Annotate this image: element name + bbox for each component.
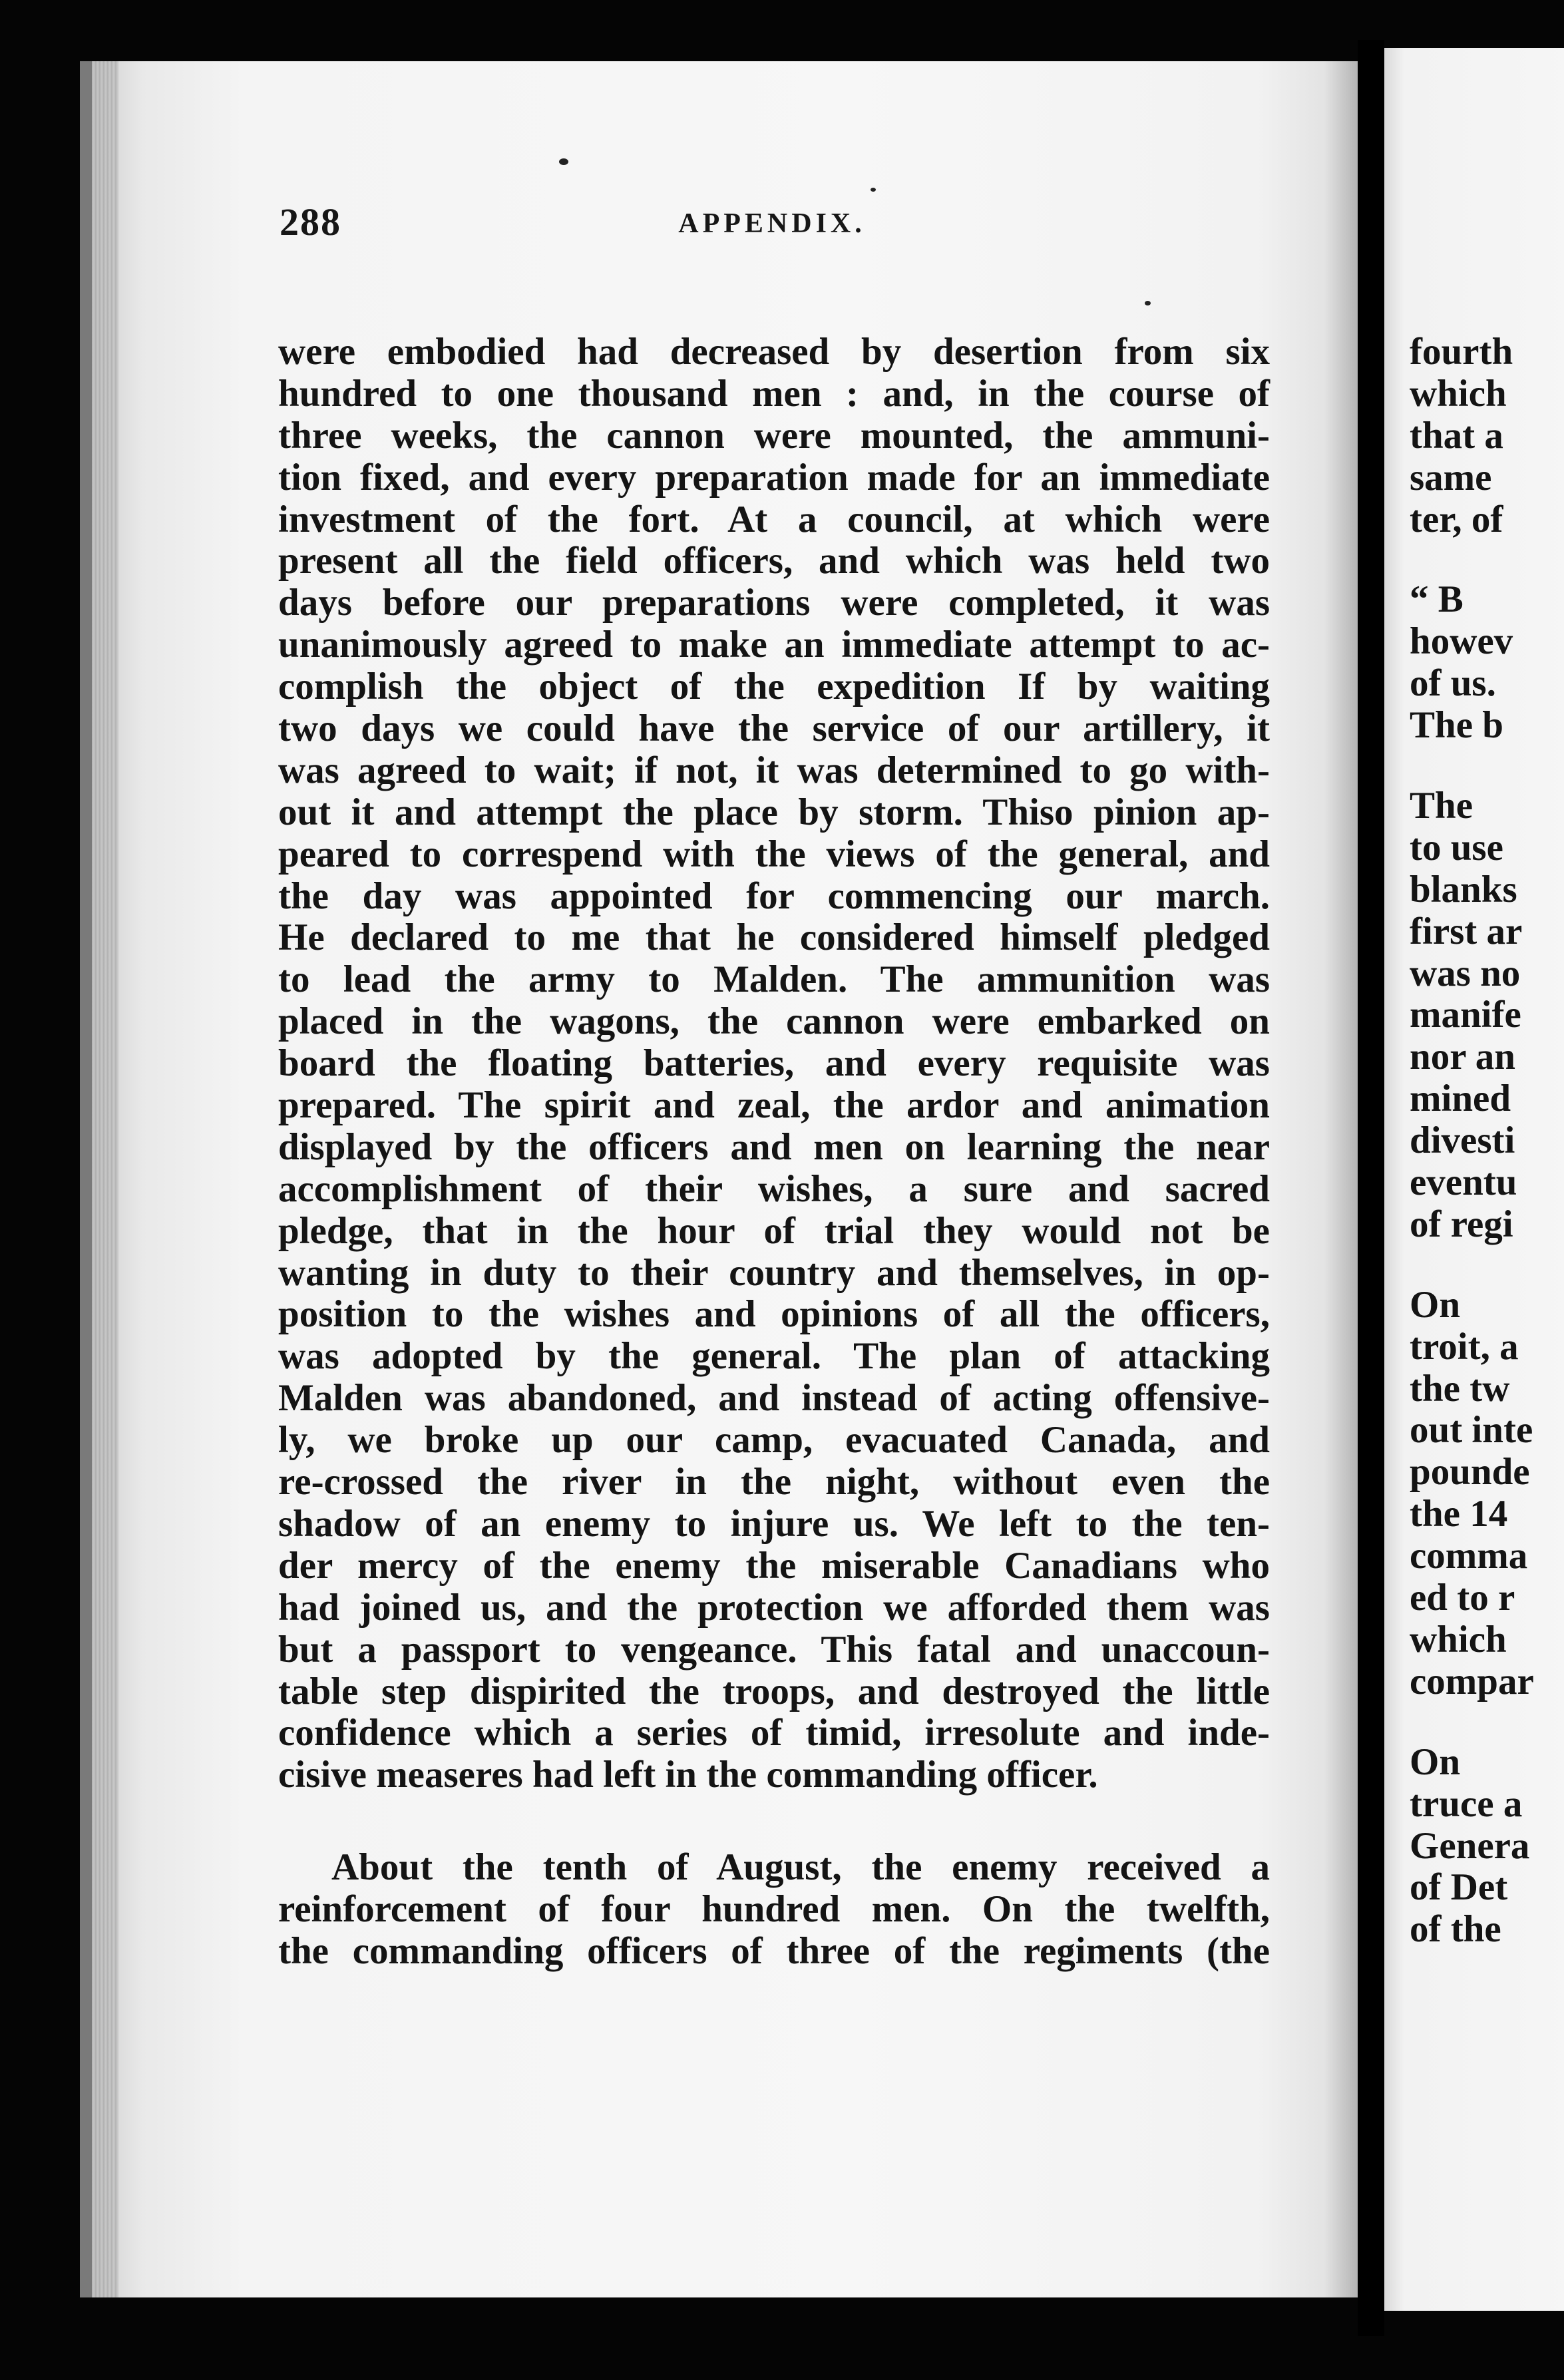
text-line: cisive measeres had left in the commanding officer. [278,1754,1098,1796]
text-line: the 14 [1410,1493,1508,1535]
text-line: fourth [1410,331,1513,373]
book-gutter [1358,40,1384,2336]
page-edge-shadow [1324,61,1358,2297]
text-line: to use [1410,826,1503,869]
text-line: manife [1410,994,1521,1036]
text-line: the commanding officers of three of the regiments (the [278,1929,1270,1972]
text-line: days before our preparations were completed, it was [278,582,1270,624]
paragraph-gap [1410,540,1534,579]
text-line: eventu [1410,1161,1517,1204]
text-line: On [1410,1283,1461,1326]
left-page-body [278,331,1270,1973]
page-number: 288 [280,200,341,244]
text-line: The b [1410,704,1503,747]
text-line: blanks [1410,868,1517,910]
text-line: ly, we broke up our camp, evacuated Canada, and [278,1419,1270,1462]
text-line: tion fixed, and every preparation made for an immediate [278,456,1270,498]
text-line: comma [1410,1535,1528,1577]
text-line: wanting in duty to their country and themselves, in op- [278,1251,1270,1294]
text-line: prepared. The spirit and zeal, the ardor and animation [278,1084,1270,1127]
paragraph-gap [1410,1246,1534,1285]
text-line: unanimously agreed to make an immediate attempt to ac- [278,624,1270,666]
paragraph-gap [1410,747,1534,785]
paragraph-gap [278,1796,1270,1847]
text-line: out it and attempt the place by storm. Thiso pinion ap- [278,791,1270,833]
text-line: hundred to one thousand men : and, in the course of [278,372,1270,415]
text-line: same [1410,456,1492,498]
running-title: APPENDIX. [678,208,866,239]
ink-speck [871,188,876,192]
text-line: was adopted by the general. The plan of attacking [278,1335,1270,1378]
text-line: peared to correspend with the views of the general, and [278,833,1270,875]
text-line: but a passport to vengeance. This fatal and unaccoun- [278,1628,1270,1671]
text-line: mined [1410,1078,1511,1120]
text-line: first ar [1410,910,1523,952]
text-line: placed in the wagons, the cannon were embarked on [278,1000,1270,1043]
text-line: two days we could have the service of our artillery, it [278,707,1270,750]
text-line: complish the object of the expedition If by waiting [278,666,1270,708]
text-line: nor an [1410,1036,1515,1078]
text-line: was agreed to wait; if not, it was determined to go with- [278,749,1270,791]
text-line: He declared to me that he considered himself pledged [278,916,1270,959]
ink-speck [559,158,568,165]
text-line: “ B [1410,578,1464,621]
text-line: truce a [1410,1782,1523,1825]
text-line: of regi [1410,1203,1513,1245]
text-line: Malden was abandoned, and instead of acting offensive- [278,1377,1270,1420]
text-line: board the floating batteries, and every requisite was [278,1042,1270,1085]
text-line: reinforcement of four hundred men. On the twelfth, [278,1888,1270,1931]
text-line: The [1410,785,1473,827]
text-line: of Det [1410,1866,1508,1909]
text-line: was no [1410,952,1521,994]
paragraph-gap [1410,1703,1534,1742]
text-line: of the [1410,1908,1501,1951]
right-page-body [1410,331,1534,1951]
text-line: About the tenth of August, the enemy received a [331,1846,1270,1889]
text-line: shadow of an enemy to injure us. We left to the ten- [278,1502,1270,1545]
text-line: der mercy of the enemy the miserable Canadians who [278,1544,1270,1587]
text-line: the tw [1410,1367,1510,1410]
text-line: table step dispirited the troops, and destroyed the little [278,1670,1270,1712]
text-line: On [1410,1740,1461,1783]
text-line: which [1410,1618,1507,1661]
text-line: compar [1410,1660,1534,1702]
text-line: the day was appointed for commencing our march. [278,875,1270,917]
text-line: pounde [1410,1451,1530,1493]
text-line: which [1410,372,1507,415]
text-line: divesti [1410,1119,1515,1162]
text-line: ter, of [1410,498,1503,540]
text-line: re-crossed the river in the night, without even the [278,1461,1270,1503]
text-line: pledge, that in the hour of trial they would not be [278,1209,1270,1252]
text-line: investment of the fort. At a council, at which were [278,498,1270,540]
text-line: accomplishment of their wishes, a sure and sacred [278,1167,1270,1210]
text-line: displayed by the officers and men on learning the near [278,1125,1270,1168]
running-head [280,200,1265,273]
text-line: had joined us, and the protection we afforded them was [278,1586,1270,1629]
text-line: ed to r [1410,1577,1515,1619]
text-line: Genera [1410,1824,1530,1867]
text-line: three weeks, the cannon were mounted, the ammuni- [278,414,1270,457]
text-line: position to the wishes and opinions of all the officers, [278,1293,1270,1336]
text-line: that a [1410,414,1503,457]
text-line: present all the field officers, and which was held two [278,540,1270,582]
text-line: howev [1410,620,1513,663]
text-line: troit, a [1410,1325,1519,1368]
text-line: confidence which a series of timid, irresolute and inde- [278,1712,1270,1754]
text-line: out inte [1410,1409,1533,1452]
text-line: to lead the army to Malden. The ammunition was [278,958,1270,1001]
text-line: of us. [1410,662,1496,705]
text-line: were embodied had decreased by desertion from six [278,331,1270,373]
ink-speck [1145,301,1151,305]
